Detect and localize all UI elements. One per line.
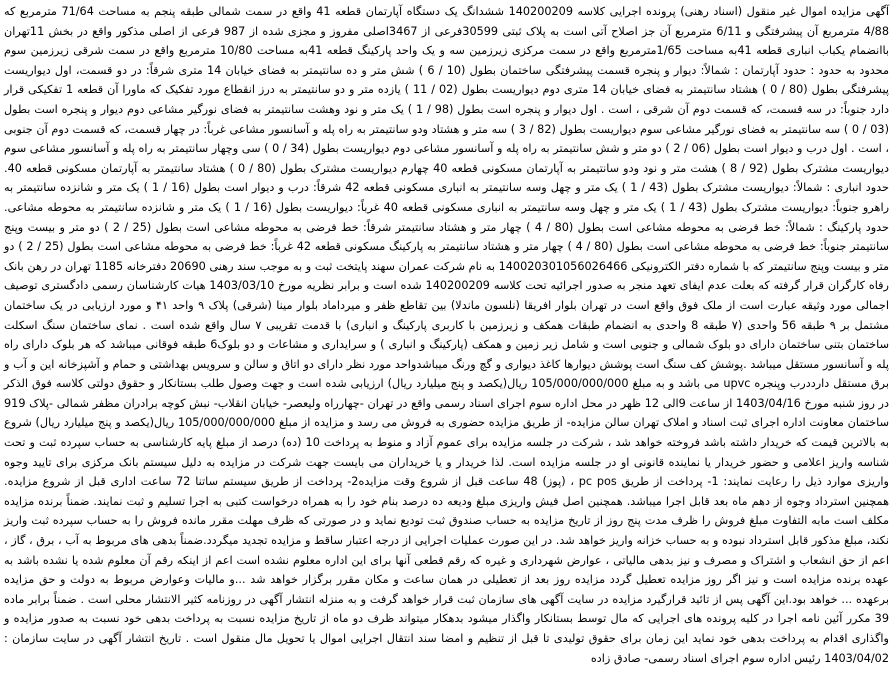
notice-body-text: آگهی مزایده اموال غیر منقول (اسناد رهنی) پرونده اجرایی کلاسه 140200209 ششدانگ یک دستگاه آپارتمان قطعه 41 واقع در سمت شمالی طبقه پنجم به مساحت 71/64 مترمربع که 4/88 مترمربع آن پیشرفتگی و 6/11 مترمربع آن جز اصلاح آتی است به پلاک ثبتی 30599فرعی از 3467اصلی مفروز و مجزی شده از 987 فرعی از اصلی مذکور واقع در بخش 11تهران باانضمام یکباب انباری قطعه 41به مساحت 1/65مترمربع واقع در سمت مرکزی زیرزمین سه و یک واحد پارکینگ قطعه 41به مساحت 10/80 مترمربع واقع در سمت شرقی زیرزمین سوم محدود به حدود : حدود آپارتمان : شمالاً: دیوار و پنجره قسمت پیشرفتگی ساختمان بطول (10 / 6 ) شش متر و ده سانتیمتر به فضای خیابان 14 متری شرقاً: در دو قسمت، اول دیواریست پیشرفتگی بطول (80 / 0 ) هشتاد سانتیمتر به فضای خیابان 14 متری دوم دیواریست بطول (02 / 11 ) یازده متر و دو سانتیمتر به درز انقطاع مورد تفکیک که ماورا آن قطعه 1 تفکیکی قرار دارد جنوباً: در سه قسمت، که قسمت دوم آن شرقی ، است . اول دیوار و پنجره است بطول (98 / 1 ) یک متر و نود وهشت سانتیمتر به فضای نورگیر مشاعی دوم دیوار و پنجره است بطول (03 / 0 ) سه سانتیمتر به فضای نورگیر مشاعی سوم دیواریست بطول (82 / 3 ) سه متر و هشتاد ودو سانتیمتر به راه پله و آسانسور مشاعی غرباً: در چهار قسمت، که قسمت دوم آن جنوبی ، است . اول درب و دیوار است بطول (06 / 2 ) دو متر و شش سانتیمتر به راه پله و آسانسور مشاعی دوم دیواریست بطول (34 / 0 ) سی وچهار سانتیمتر به راه پله و آسانسور مشاعی سوم دیواریست مشترک بطول (92 / 8 ) هشت متر و نود ودو سانتیمتر به آپارتمان مسکونی قطعه 40 چهارم دیواریست مشترک بطول (80 / 0 ) هشتاد سانتیمتر به آپارتمان مسکونی قطعه 40. حدود انباری : شمالاً: دیواریست مشترک بطول (43 / 1 ) یک متر و چهل وسه سانتیمتر به انباری مسکونی قطعه 42 شرقاً: درب و دیوار است بطول (16 / 1 ) یک متر و شانزده سانتیمتر به راهرو جنوباً: دیواریست مشترک بطول (43 / 1 ) یک متر و چهل وسه سانتیمتر به انباری مسکونی قطعه 40 غرباً: دیواریست بطول (16 / 1 ) یک متر و شانزده سانتیمتر به محوطه مشاعی. حدود پارکینگ : شمالاً: خط فرضی به محوطه مشاعی است بطول (80 / 4 ) چهار متر و هشتاد سانتیمتر شرقاً: خط فرضی به محوطه مشاعی است بطول (25 / 2 ) دو متر و بیست وپنج سانتیمتر جنوباً: خط فرضی به محوطه مشاعی است بطول (80 / 4 ) چهار متر و هشتاد سانتیمتر به پارکینگ مسکونی قطعه 42 غرباً: خط فرضی به محوطه مشاعی است بطول (25 / 2 ) دو متر و بیست وپنج سانتیمتر که با شماره دفتر الکترونیکی 140020301056026466 به نام شرکت عمران سهند پایتخت ثبت و به موجب سند رهنی 20690 دفترخانه 1185 تهران در رهن بانک رفاه کارگران قرار گرفته که بعلت عدم ایفای تعهد منجر به صدور اجرائیه تحت کلاسه 140200209 شده است و برابر نظریه مورخ 1403/03/10 هیات کارشناسان رسمی دادگستری توصیف اجمالی مورد وثیقه عبارت است از ملک فوق واقع است در تهران بلوار افریقا (نلسون ماندلا) بین تقاطع ظفر و میرداماد بلوار مینا (شرقی) پلاک ۹ واحد ۴۱ و مورد ارزیابی در یک ساختمان مشتمل بر ۹ طبقه 56 واحدی (۷ طبقه 8 واحدی به انضمام طبقات همکف و زیرزمین با کاربری پارکینگ و انباری) با قدمت تقریبی ۷ سال واقع شده است . نمای ساختمان سنگ اسکلت ساختمان بتنی ساختمان دارای دو بلوک شمالی و جنوبی است و شامل زیر زمین و همکف (پارکینگ و انباری ) و سرایداری و مشاعات و دو بلوک6 طبقه فوقانی میباشد که هر بلوک دارای راه پله و آسانسور مستقل میباشد .پوشش کف سنگ است پوشش دیوارها کاغذ دیواری و گچ ورنگ میباشدواحد مورد نظر دارای دو اتاق و سالن و سرویس بهداشتی و حمام و آشپزخانه این و آب و برق مستقل دارددرب وپنجره upvc می باشد و به مبلغ 105/000/000/000 ریال(یکصد و پنج میلیارد ریال) ارزیابی شده است و جهت وصول طلب بستانکار و حقوق دولتی کلاسه فوق الذکر در روز شنبه مورخ 1403/04/16 از ساعت 9الی 12 ظهر در محل اداره سوم اجرای اسناد رسمی واقع در تهران -چهارراه ولیعصر- خیابان انقلاب- نبش کوچه برادران مظفر شمالی -پلاک 919 ساختمان معاونت اداره اجرای ثبت اسناد و املاک تهران سالن مزایده- از طریق مزایده حضوری به فروش می رسد و مزایده از مبلغ 105/000/000/000 ریال(یکصد و پنج میلیارد ریال) شروع به بالاترین قیمت که خریدار داشته باشد فروخته خواهد شد ، شرکت در جلسه مزایده برای عموم آزاد و منوط به پرداخت 10 (ده) درصد از مبلغ پایه کارشناسی به حساب سپرده ثبت و تحت شناسه واریز اعلامی و حضور خریدار یا نماینده قانونی او در جلسه مزایده است. لذا خریدار و یا خریداران می بایست جهت شرکت در مزایده به دلیل سیستم بانک مرکزی برای تایید وجوه واریزی موارد ذیل را رعایت نمایند: 1- پرداخت از طریق pc pos ، (پوز) 48 ساعت قبل از شروع وقت مزایده2- پرداخت از طریق سیستم ساتنا 72 ساعت اداری قبل از شروع مزایده. همچنین استرداد وجوه از دهم ماه بعد قابل اجرا میباشد. همچنین اصل فیش واریزی مبلغ ودیعه ده درصد بنام خود را به همراه درخواست کتبی به اجرا تسلیم و ثبت نمایند. ضمناً برنده مزایده مکلف است مابه التفاوت مبلغ فروش را ظرف مدت پنج روز از تاریخ مزایده به حساب صندوق ثبت تودیع نماید و در صورتی که ظرف مهلت مقرر مانده فروش را به حساب سپرده ثبت واریز نکند، مبلغ مذکور قابل استرداد نبوده و به حساب خزانه واریز خواهد شد. در این صورت عملیات اجرایی از درجه اعتبار ساقط و مزایده تجدید میگردد.ضمناً بدهی های مربوط به آب ، برق ، گاز ، اعم از حق انشعاب و اشتراک و مصرف و نیز بدهی مالیاتی ، عوارض شهرداری و غیره که رقم قطعی آنها برای این اداره معلوم نشده است اعم از اینکه رقم آن معلوم شده یا نشده باشد به عهده برنده مزایده است و نیز اگر روز مزایده تعطیل گردد مزایده روز بعد از تعطیلی در همان ساعت و مکان مقرر برگزار خواهد شد ...و مالیات وعوارض مربوط به دولت و حق مزایده برعهده ... خواهد بود.این آگهی پس از تائید قرارگیرد مزایده در سایت آگهی های سازمان ثبت قرار خواهد گرفت و به منزله انتشار آگهی در روزنامه کثیر الانتشار محلی است . ضمناً برابر ماده 39 مکرر آئین نامه اجرا در کلیه پرونده های اجرایی که مال توسط بستانکار واگذار میشود بدهکار میتواند ظرف دو ماه از تاریخ مزایده نسبت به پرداخت بدهی خود نسبت به صدور مزایده و واگذاری اقدام به پرداخت بدهی خود نماید این زمان برای حقوق تولیدی تا قبل از تنظیم و امضا سند انتقال اجرایی اموال یا تحویل مال منقول است . تاریخ انتشار آگهی در سایت سازمان : 1403/04/02 رئیس اداره سوم اجرای اسناد رسمی- صادق زاده: [4, 5, 890, 665]
